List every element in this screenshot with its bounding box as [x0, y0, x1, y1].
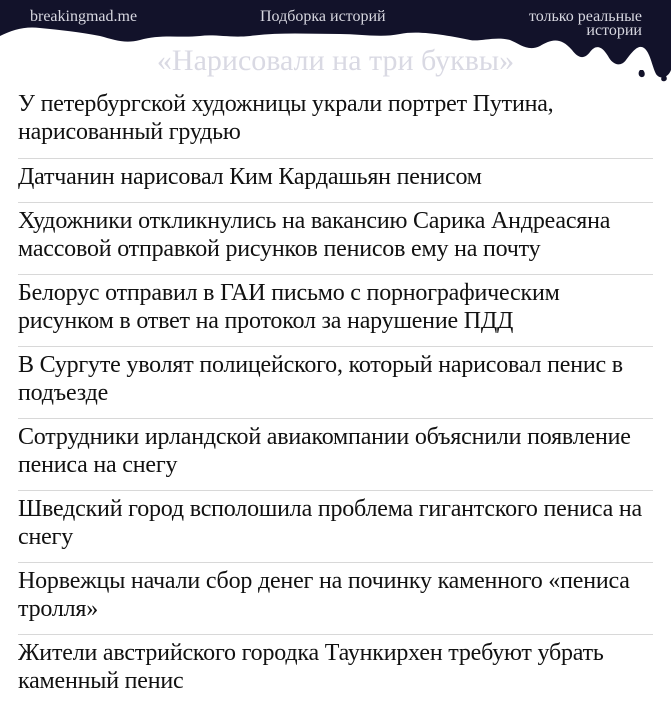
story-link[interactable]: Белорус отправил в ГАИ письмо с порнографическим рисунком в ответ на протокол за нарушение ПДД	[18, 274, 653, 346]
story-link[interactable]: Художники откликнулись на вакансию Сарика Андреасяна массовой отправкой рисунков пенисов ему на почту	[18, 202, 653, 274]
story-link[interactable]: Шведский город всполошила проблема гигантского пениса на снегу	[18, 490, 653, 562]
story-link[interactable]: Норвежцы начали сбор денег на починку каменного «пениса тролля»	[18, 562, 653, 634]
story-link[interactable]: У петербургской художницы украли портрет Путина, нарисованный грудью	[18, 91, 554, 145]
site-tagline: только реальные истории	[528, 8, 642, 39]
story-link[interactable]: В Сургуте уволят полицейского, который нарисовал пенис в подъезде	[18, 346, 653, 418]
site-name-link[interactable]: breakingmad.me	[30, 8, 138, 25]
story-link[interactable]: Жители австрийского городка Таункирхен требуют убрать каменный пенис	[18, 634, 653, 706]
site-header	[0, 0, 671, 82]
story-list	[0, 86, 671, 706]
story-link[interactable]: Датчанин нарисовал Ким Кардашьян пенисом	[18, 158, 653, 202]
section-label[interactable]: Подборка историй	[260, 8, 386, 25]
story-link[interactable]: Сотрудники ирландской авиакомпании объяснили появление пениса на снегу	[18, 418, 653, 490]
page-title: «Нарисовали на три буквы»	[156, 44, 515, 77]
